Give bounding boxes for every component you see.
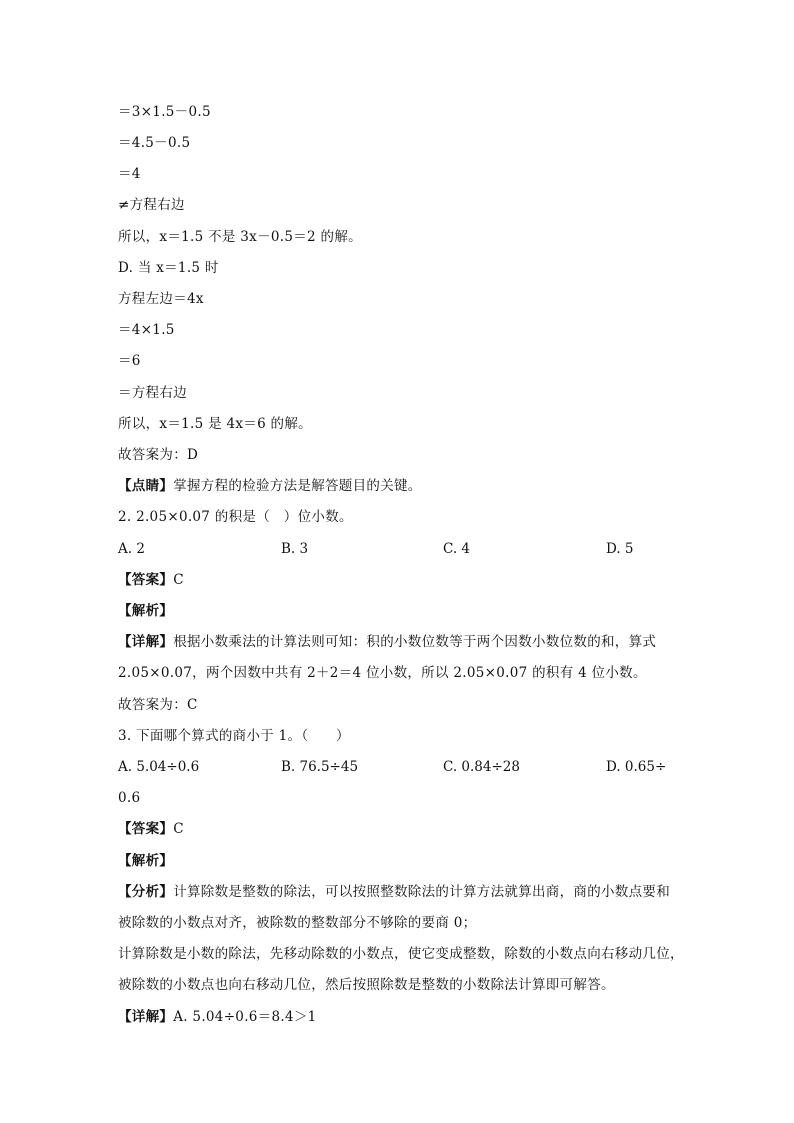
answer-tag: 【答案】 xyxy=(118,572,174,588)
answer-tag: 【答案】 xyxy=(118,821,174,837)
line-4: ≠方程右边 xyxy=(118,197,185,213)
q1-comment xyxy=(118,477,422,495)
answer-text: C xyxy=(173,821,184,837)
q2-stem: 2. 2.05×0.07 的积是（ ）位小数。 xyxy=(118,509,353,525)
q2-answer xyxy=(118,571,184,589)
q3-fenxi-1 xyxy=(118,883,670,901)
q3-analysis-tag: 【解析】 xyxy=(118,853,174,869)
fenxi-tag: 【分析】 xyxy=(118,884,174,900)
line-10: ＝方程右边 xyxy=(118,385,187,401)
q2-analysis-tag: 【解析】 xyxy=(118,603,174,619)
line-9: ＝6 xyxy=(118,353,141,369)
line-7: 方程左边＝4x xyxy=(118,291,204,307)
q3-option-c: C. 0.84÷28 xyxy=(443,759,520,775)
q3-fenxi-4: 被除数的小数点也向右移动几位，然后按照除数是整数的小数除法计算即可解答。 xyxy=(118,977,615,993)
line-5: 所以，x＝1.5 不是 3x－0.5＝2 的解。 xyxy=(118,229,362,245)
q2-conclusion: 故答案为：C xyxy=(118,697,198,713)
q3-option-d-wrap: 0.6 xyxy=(118,790,141,806)
line-1: ＝3×1.5－0.5 xyxy=(118,104,211,120)
q2-detail-2: 2.05×0.07，两个因数中共有 2＋2＝4 位小数，所以 2.05×0.07 的积有 4 位小数。 xyxy=(118,665,647,681)
line-2: ＝4.5－0.5 xyxy=(118,135,191,151)
q3-option-b: B. 76.5÷45 xyxy=(281,759,359,775)
q2-option-a: A. 2 xyxy=(118,541,145,557)
q2-option-c: C. 4 xyxy=(443,541,471,557)
detail-tag: 【详解】 xyxy=(118,1009,174,1025)
q3-detail xyxy=(118,1008,317,1026)
line-11: 所以，x＝1.5 是 4x＝6 的解。 xyxy=(118,416,312,432)
line-3: ＝4 xyxy=(118,166,141,182)
detail-text: 根据小数乘法的计算法则可知：积的小数位数等于两个因数小数位数的和，算式 xyxy=(173,634,657,650)
q3-fenxi-2: 被除数的小数点对齐，被除数的整数部分不够除的要商 0； xyxy=(118,915,477,931)
q3-stem: 3. 下面哪个算式的商小于 1。（ ） xyxy=(118,728,350,744)
q2-option-d: D. 5 xyxy=(606,541,634,557)
line-8: ＝4×1.5 xyxy=(118,322,175,338)
line-12: 故答案为：D xyxy=(118,447,199,463)
q3-fenxi-3: 计算除数是小数的除法，先移动除数的小数点，使它变成整数，除数的小数点向右移动几位， xyxy=(118,946,684,962)
detail-tag: 【详解】 xyxy=(118,634,174,650)
detail-text: A. 5.04÷0.6＝8.4＞1 xyxy=(173,1009,317,1025)
comment-tag: 【点睛】 xyxy=(118,478,174,494)
fenxi-text: 计算除数是整数的除法，可以按照整数除法的计算方法就算出商，商的小数点要和 xyxy=(173,884,671,900)
q3-answer xyxy=(118,820,184,838)
q2-detail-1 xyxy=(118,633,656,651)
answer-text: C xyxy=(173,572,184,588)
comment-text: 掌握方程的检验方法是解答题目的关键。 xyxy=(173,478,422,494)
q3-option-d: D. 0.65÷ xyxy=(606,759,667,775)
q2-option-b: B. 3 xyxy=(281,541,309,557)
line-6: D. 当 x＝1.5 时 xyxy=(118,260,219,276)
q3-option-a: A. 5.04÷0.6 xyxy=(118,759,200,775)
